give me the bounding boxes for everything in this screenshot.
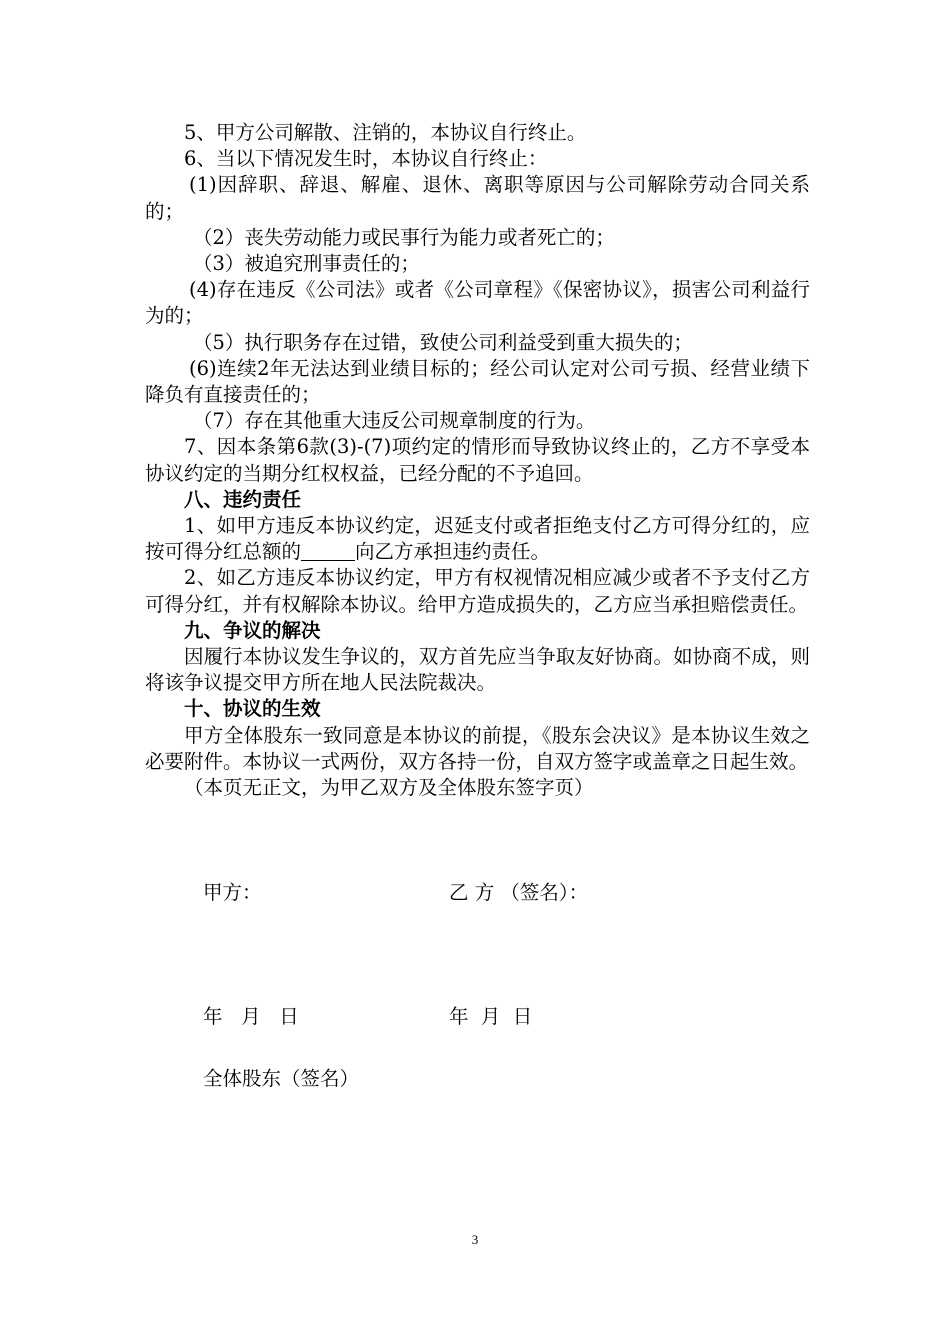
breach-clause-1-text: 1、如甲方违反本协议约定，迟延支付或者拒绝支付乙方可得分红的，应按可得分红总额的 <box>145 514 810 564</box>
breach-clause-2: 2、如乙方违反本协议约定，甲方有权视情况相应减少或者不予支付乙方可得分红，并有权解除本协议。给甲方造成损失的，乙方应当承担赔偿责任。 <box>145 566 810 616</box>
page-number: 3 <box>471 1232 479 1247</box>
clause-5: 5、甲方公司解散、注销的，本协议自行终止。 <box>184 121 587 144</box>
party-a-label: 甲方： <box>203 881 262 904</box>
clause-6: 6、当以下情况发生时，本协议自行终止： <box>184 147 548 171</box>
effect-clause: 甲方全体股东一致同意是本协议的前提，《股东会决议》是本协议生效之必要附件。本协议一式两份，双方各持一份，自双方签字或盖章之日起生效。 <box>145 723 810 773</box>
document-body <box>145 120 810 801</box>
condition-7: （7）存在其他重大违反公司规章制度的行为。 <box>193 409 596 433</box>
breach-clause-1-tail: 向乙方承担违约责任。 <box>355 540 551 564</box>
signature-note: （本页无正文，为甲乙双方及全体股东签字页） <box>184 776 594 800</box>
condition-5: （5）执行职务存在过错，致使公司利益受到重大损失的； <box>193 330 693 354</box>
section-8-heading: 八、违约责任 <box>184 487 302 511</box>
dispute-clause: 因履行本协议发生争议的，双方首先应当争取友好协商。如协商不成，则将该争议提交甲方所在地人民法院裁决。 <box>145 645 810 695</box>
blank-line <box>301 542 355 561</box>
condition-2: （2）丧失劳动能力或民事行为能力或者死亡的； <box>193 225 615 249</box>
breach-clause-1 <box>145 513 810 565</box>
shareholders-signature-label: 全体股东（签名） <box>203 1067 360 1090</box>
clause-7: 7、因本条第6款(3)-(7)项约定的情形而导致协议终止的，乙方不享受本协议约定的当期分红权权益，已经分配的不予追回。 <box>145 435 810 485</box>
party-b-label: 乙 方 （签名）： <box>449 881 589 904</box>
section-9-heading: 九、争议的解决 <box>184 618 321 642</box>
condition-6: (6)连续2年无法达到业绩目标的；经公司认定对公司亏损、经营业绩下降负有直接责任的； <box>145 356 810 407</box>
party-a-date: 年 月 日 <box>203 1005 299 1028</box>
condition-4: (4)存在违反《公司法》或者《公司章程》《保密协议》，损害公司利益行为的； <box>145 278 810 328</box>
condition-1: (1)因辞职、辞退、解雇、退休、离职等原因与公司解除劳动合同关系的； <box>145 173 810 223</box>
party-b-date: 年 月 日 <box>449 1005 533 1028</box>
condition-3: （3）被追究刑事责任的； <box>193 252 420 276</box>
section-10-heading: 十、协议的生效 <box>184 697 321 721</box>
